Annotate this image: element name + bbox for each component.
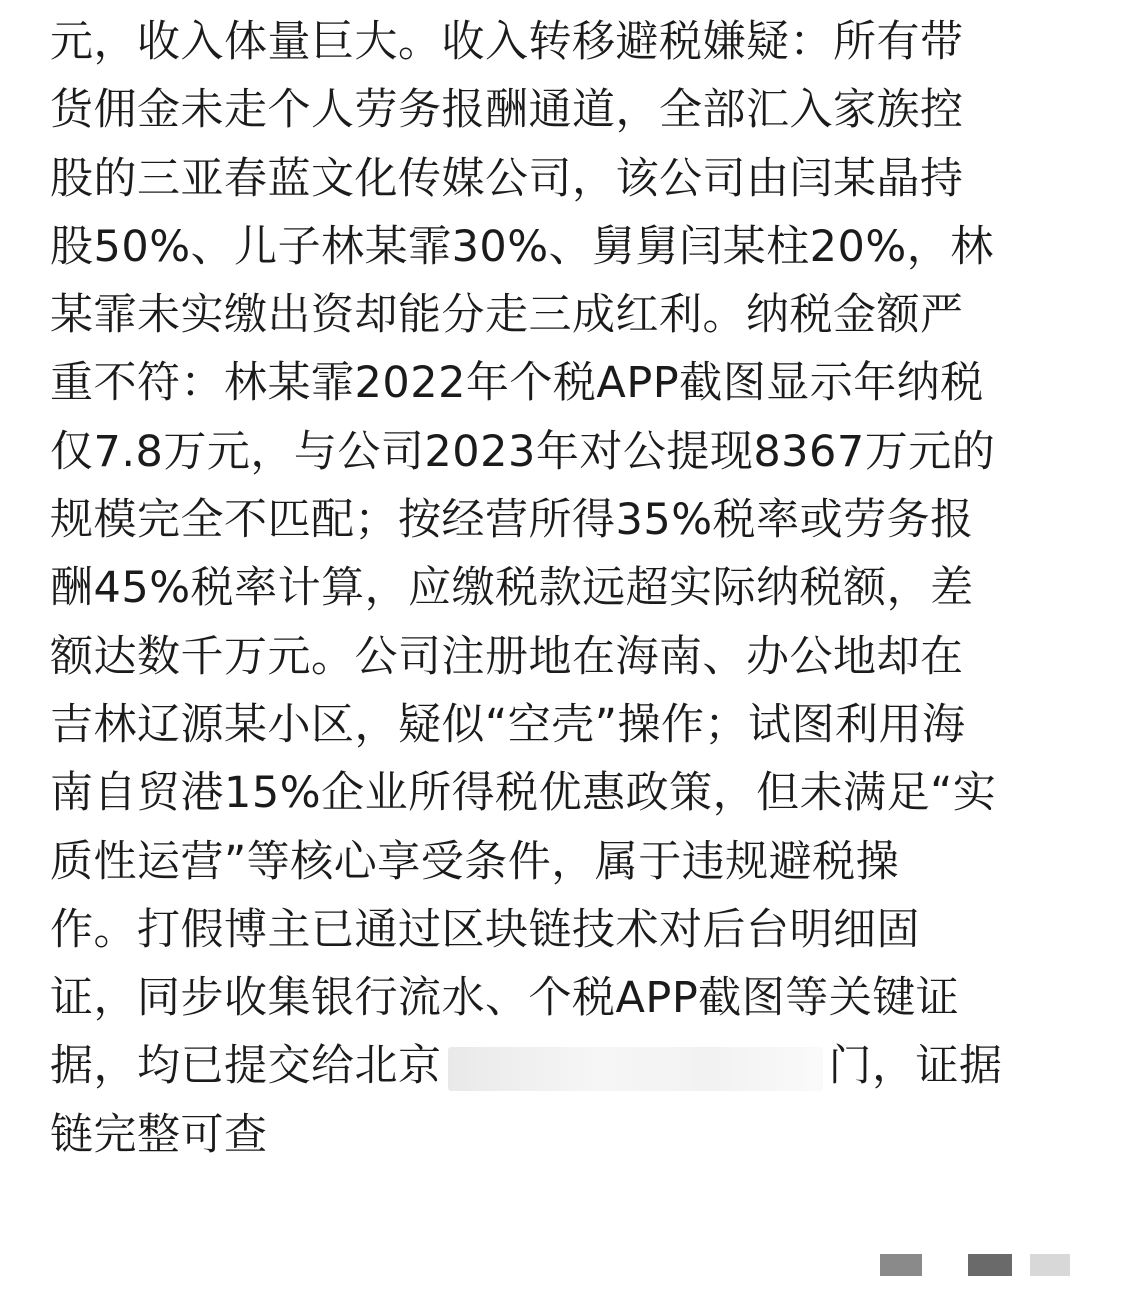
mosaic-block [1030, 1254, 1070, 1276]
text-line-12: 南自贸港15%企业所得税优惠政策，但未满足“实 [50, 768, 997, 819]
mosaic-block [968, 1254, 1012, 1276]
text-line-9: 酬45%税率计算，应缴税款远超实际纳税额，差 [50, 563, 974, 614]
text-line-7: 仅7.8万元，与公司2023年对公提现8367万元的 [50, 426, 996, 477]
text-line-16 [50, 1032, 1110, 1100]
text-line-11: 吉林辽源某小区，疑似“空壳”操作；试图利用海 [50, 699, 966, 750]
text-line-13: 质性运营”等核心享受条件，属于违规避税操 [50, 836, 900, 887]
redacted-line-before: 据，均已提交给北京 [50, 1041, 442, 1092]
text-line-10: 额达数千万元。公司注册地在海南、办公地却在 [50, 631, 964, 682]
text-line-4: 股50%、儿子林某霏30%、舅舅闫某柱20%，林 [50, 221, 994, 272]
mosaic-block [880, 1254, 922, 1276]
text-line-15: 证，同步收集银行流水、个税APP截图等关键证 [50, 973, 960, 1024]
article-body [50, 8, 1110, 1169]
text-line-6: 重不符：林某霏2022年个税APP截图显示年纳税 [50, 358, 984, 409]
text-line-5: 某霏未实缴出资却能分走三成红利。纳税金额严 [50, 290, 964, 341]
text-line-17: 链完整可查 [50, 1109, 268, 1160]
text-line-14: 作。打假博主已通过区块链技术对后台明细固 [50, 904, 920, 955]
text-line-1: 元，收入体量巨大。收入转移避税嫌疑：所有带 [50, 17, 964, 67]
mosaic-block [922, 1254, 968, 1276]
redaction-block [448, 1047, 823, 1091]
text-line-3: 股的三亚春蓝文化传媒公司，该公司由闫某晶持 [50, 153, 964, 204]
text-line-2: 货佣金未走个人劳务报酬通道，全部汇入家族控 [50, 85, 964, 136]
watermark-mosaic [880, 1254, 1070, 1276]
redacted-line-after: 门，证据 [828, 1041, 1003, 1092]
mosaic-block [1012, 1254, 1030, 1276]
text-line-8: 规模完全不匹配；按经营所得35%税率或劳务报 [50, 495, 974, 546]
